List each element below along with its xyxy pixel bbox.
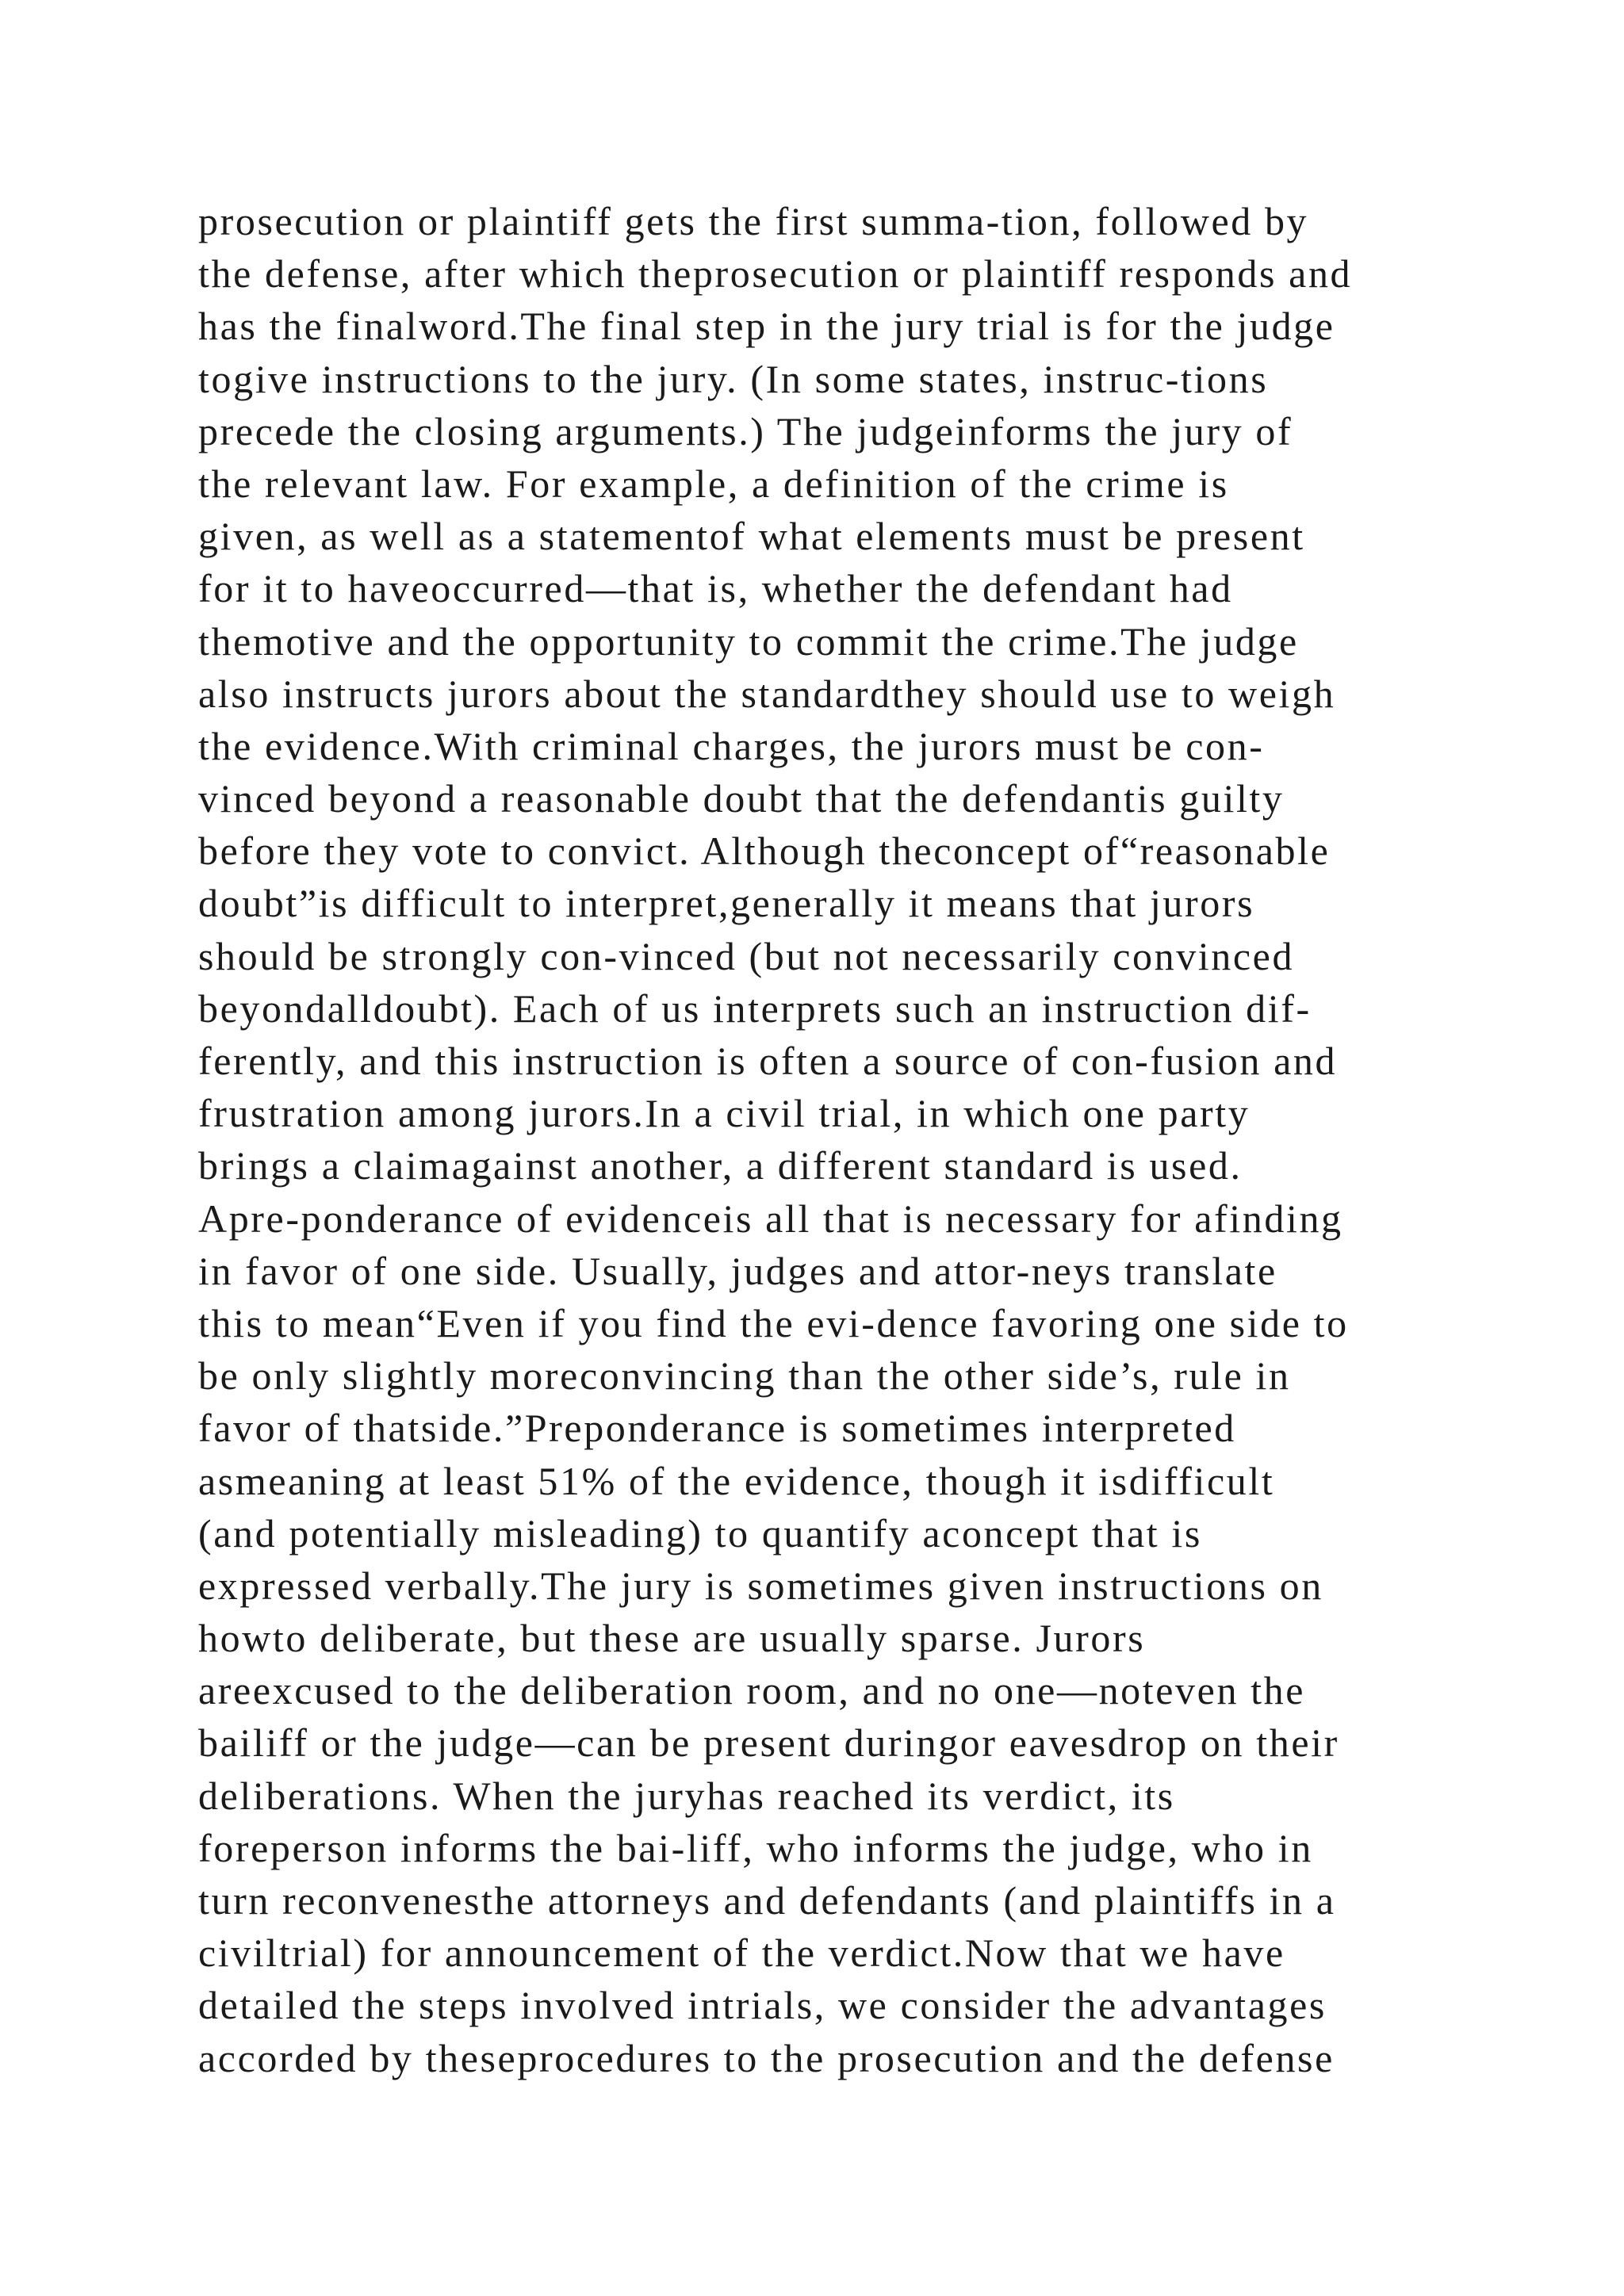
text-line: this to mean“Even if you find the evi-dence favoring one side to [198,1300,1349,1345]
text-line: precede the closing arguments.) The judgeinforms the jury of [198,408,1293,453]
text-line: the evidence.With criminal charges, the jurors must be con- [198,723,1265,768]
text-line: bailiff or the judge—can be present duringor eavesdrop on their [198,1720,1339,1766]
text-line: has the finalword.The final step in the jury trial is for the judge [198,304,1335,349]
text-line: ferently, and this instruction is often a source of con-fusion and [198,1039,1338,1083]
text-line: before they vote to convict. Although theconcept of“reasonable [198,828,1331,874]
text-line: given, as well as a statementof what elements must be present [198,514,1305,559]
text-line: turn reconvenesthe attorneys and defendants (and plaintiffs in a [198,1878,1336,1923]
text-line: togive instructions to the jury. (In some states, instruc-tions [198,356,1269,401]
text-line: brings a claimagainst another, a different standard is used. [198,1143,1243,1188]
text-line: themotive and the opportunity to commit the crime.The judge [198,618,1299,664]
text-line: asmeaning at least 51% of the evidence, though it isdifficult [198,1458,1275,1503]
text-line: (and potentially misleading) to quantify aconcept that is [198,1510,1202,1556]
text-line: civiltrial) for announcement of the verdict.Now that we have [198,1931,1285,1976]
text-line: deliberations. When the juryhas reached its verdict, its [198,1773,1175,1818]
text-line: detailed the steps involved intrials, we consider the advantages [198,1983,1327,2028]
text-line: for it to haveoccurred—that is, whether the defendant had [198,566,1233,611]
text-line: be only slightly moreconvincing than the other side’s, rule in [198,1353,1291,1399]
text-line: doubt”is difficult to interpret,generally it means that jurors [198,881,1255,926]
text-line: beyondalldoubt). Each of us interprets such an instruction dif- [198,985,1312,1031]
text-line: areexcused to the deliberation room, and no one—noteven the [198,1668,1306,1713]
text-line: frustration among jurors.In a civil trial, in which one party [198,1091,1251,1136]
body-text [198,195,1483,2084]
text-line: the relevant law. For example, a definition of the crime is [198,461,1229,506]
text-line: expressed verbally.The jury is sometimes given instructions on [198,1563,1323,1608]
text-line: should be strongly con-vinced (but not necessarily convinced [198,933,1295,978]
text-line: prosecution or plaintiff gets the first summa-tion, followed by [198,199,1309,243]
text-line: foreperson informs the bai-liff, who informs the judge, who in [198,1825,1313,1870]
text-line: favor of thatside.”Preponderance is sometimes interpreted [198,1406,1236,1451]
text-line: in favor of one side. Usually, judges and attor-neys translate [198,1248,1277,1293]
text-line: Apre-ponderance of evidenceis all that is necessary for afinding [198,1196,1343,1241]
text-line: the defense, after which theprosecution or plaintiff responds and [198,251,1353,297]
text-line: howto deliberate, but these are usually sparse. Jurors [198,1616,1146,1661]
text-line: also instructs jurors about the standardthey should use to weigh [198,671,1336,716]
text-line: vinced beyond a reasonable doubt that the defendantis guilty [198,776,1285,821]
text-line: accorded by theseprocedures to the prosecution and the defense [198,2035,1335,2080]
